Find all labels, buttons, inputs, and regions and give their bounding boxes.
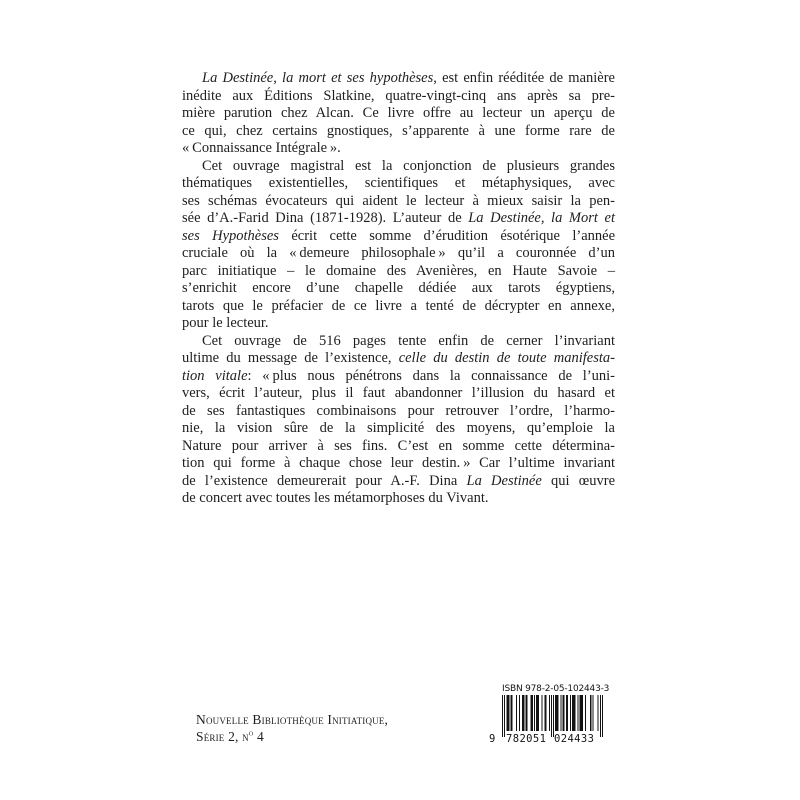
body-text: de ses fantastiques combinaisons pour retrouver l’ordre, l’harmo-: [182, 402, 615, 419]
text-line: [182, 333, 615, 351]
isbn-number: ISBN 978-2-05-102443-3: [502, 684, 610, 694]
body-text: sée d’A.-Farid Dina (1871-1928). L’auteur de: [182, 210, 469, 226]
ean13-bars-icon: [502, 695, 603, 737]
paragraph: [182, 333, 615, 508]
isbn-barcode: [489, 684, 610, 746]
collection-series: [196, 729, 388, 746]
collection-name: Nouvelle Bibliothèque Initiatique,: [196, 712, 389, 727]
text-line: [182, 210, 615, 228]
text-line: [182, 88, 615, 106]
text-line: [182, 350, 615, 368]
text-line: [182, 70, 615, 88]
body-text: « Connaissance Intégrale ».: [182, 140, 341, 156]
body-text: cruciale où la « demeure philosophale » qu’il a couronnée d’un: [182, 245, 615, 261]
body-text: Cet ouvrage de 516 pages tente enfin de cerner l’invariant: [202, 332, 615, 349]
text-line: [182, 193, 615, 211]
body-text: parc initiatique – le domaine des Avenières, en Haute Savoie –: [182, 262, 615, 279]
body-text: Nature pour arriver à ses fins. C’est en somme cette détermina-: [182, 437, 615, 454]
text-line: [182, 123, 615, 141]
text-line: [182, 245, 615, 263]
body-text: nie, la vision sûre de la simplicité des moyens, qu’emploie la: [182, 420, 615, 436]
body-text: s’enrichit encore d’une chapelle dédiée aux tarots égyptiens,: [182, 280, 615, 296]
body-text: ses schémas évocateurs qui aident le lecteur à mieux saisir la pen-: [182, 192, 615, 209]
body-text: ultime du message de l’existence,: [182, 350, 399, 366]
text-line: [182, 455, 615, 473]
blurb-text: [182, 70, 615, 508]
text-line: [182, 105, 615, 123]
text-line: [182, 438, 615, 456]
text-line: [182, 280, 615, 298]
text-line: [182, 263, 615, 281]
body-text: : « plus nous pénétrons dans la connaissance de l’uni-: [247, 367, 615, 384]
body-text: tion qui forme à chaque chose leur destin. » Car l’ultime invariant: [182, 455, 615, 471]
italic-text: tion vitale: [182, 367, 248, 384]
text-line: [182, 368, 615, 386]
italic-text: celle du destin de toute manifesta-: [398, 350, 615, 366]
text-line: [182, 140, 615, 158]
body-text: tarots que le préfacier de ce livre a tenté de décrypter en annexe,: [182, 297, 615, 314]
publisher-collection: [196, 712, 388, 745]
text-line: [182, 175, 615, 193]
text-line: [182, 315, 615, 333]
body-text: de concert avec toutes les métamorphoses du Vivant.: [182, 490, 489, 506]
body-text: pour le lecteur.: [182, 315, 269, 331]
italic-text: La Destinée, la Mort et: [468, 210, 615, 226]
ean13-first-digit: 9: [489, 733, 496, 745]
body-text: écrit cette somme d’érudition ésotérique l’année: [278, 227, 615, 244]
text-line: [182, 473, 615, 491]
text-line: [182, 228, 615, 246]
ean13-left-group: 782051: [506, 733, 547, 745]
text-line: [182, 158, 615, 176]
body-text: inédite aux Éditions Slatkine, quatre-vingt-cinq ans après sa pre-: [182, 87, 615, 104]
ean13-digits: [489, 733, 603, 746]
series-number: 4: [253, 728, 264, 744]
body-text: Cet ouvrage magistral est la conjonction de plusieurs grandes: [202, 157, 615, 174]
body-text: thématiques existentielles, scientifiques et métaphysiques, avec: [182, 175, 615, 191]
paragraph: [182, 70, 615, 158]
italic-text: ses Hypothèses: [182, 227, 279, 244]
italic-text: La Destinée, la mort et ses hypothèses: [202, 70, 434, 86]
ean13-right-group: 024433: [554, 733, 595, 745]
body-text: , est enfin rééditée de manière: [433, 70, 615, 86]
body-text: qui œuvre: [541, 472, 616, 489]
italic-text: La Destinée: [466, 472, 542, 489]
paragraph: [182, 158, 615, 333]
text-line: [182, 420, 615, 438]
text-line: [182, 490, 615, 508]
series-ordinal: o: [248, 728, 254, 737]
series-label: Série 2, n: [196, 728, 249, 744]
text-line: [182, 298, 615, 316]
body-text: vers, écrit l’auteur, plus il faut abandonner l’illusion du hasard et: [182, 385, 615, 401]
body-text: ce qui, chez certains gnostiques, s’apparente à une forme rare de: [182, 122, 615, 139]
text-line: [182, 403, 615, 421]
body-text: de l’existence demeurerait pour A.-F. Dina: [182, 472, 467, 489]
text-line: [182, 385, 615, 403]
body-text: mière parution chez Alcan. Ce livre offre au lecteur un aperçu de: [182, 105, 615, 121]
